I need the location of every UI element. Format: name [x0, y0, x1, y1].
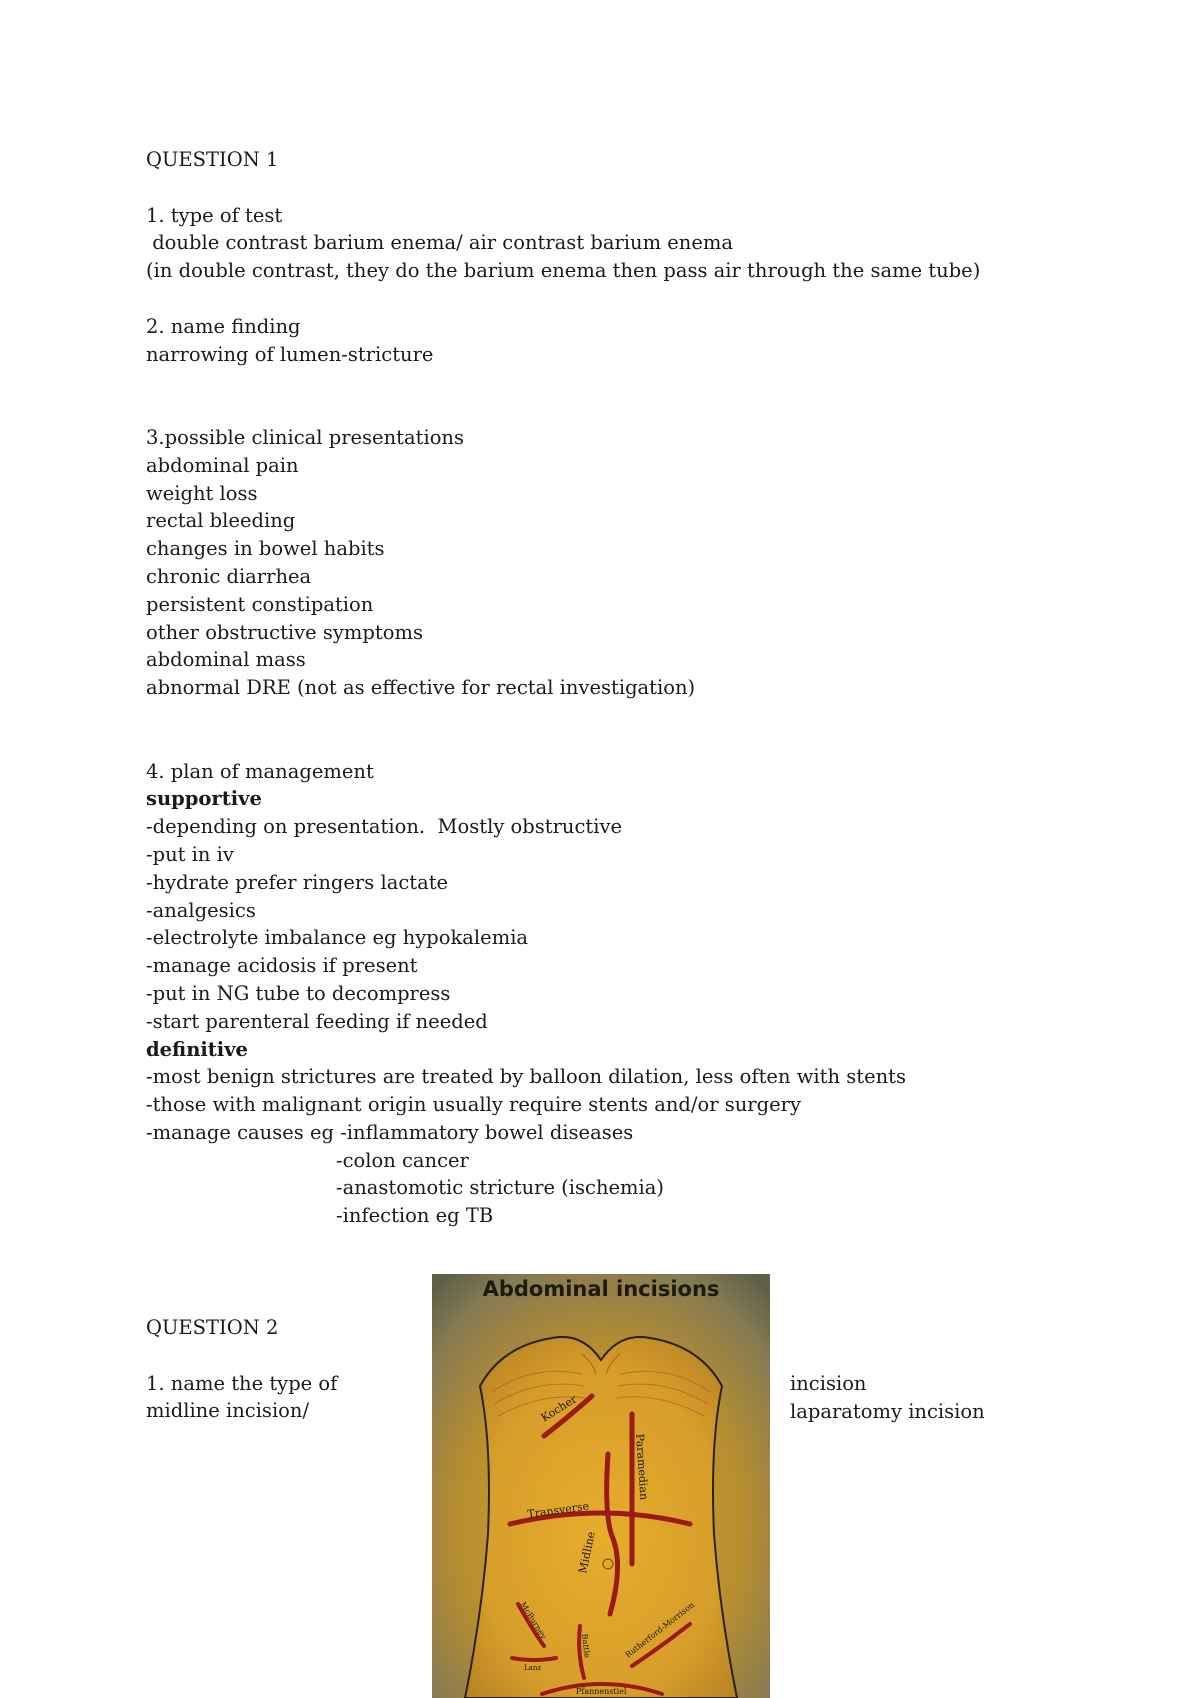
- abdominal-incisions-figure: [432, 1274, 770, 1698]
- list-item: -put in NG tube to decompress: [146, 981, 451, 1005]
- list-item: -those with malignant origin usually require stents and/or surgery: [146, 1093, 801, 1117]
- pfannenstiel-label: Pfannenstiel: [576, 1687, 627, 1696]
- list-item: weight loss: [146, 481, 258, 505]
- list-item: -colon cancer: [336, 1148, 469, 1172]
- list-item: -manage acidosis if present: [146, 954, 418, 978]
- transverse-label: Transverse: [526, 1499, 590, 1521]
- q1-part1-note: (in double contrast, they do the barium enema then pass air through the same tube): [146, 259, 981, 283]
- list-item: abdominal mass: [146, 648, 306, 672]
- list-item: -hydrate prefer ringers lactate: [146, 870, 449, 894]
- list-item: -most benign strictures are treated by balloon dilation, less often with stents: [146, 1065, 907, 1089]
- question-1-title: QUESTION 1: [146, 148, 279, 171]
- q1-part1-heading: 1. type of test: [146, 203, 283, 227]
- definitive-heading: definitive: [146, 1037, 248, 1061]
- list-item: abdominal pain: [146, 453, 299, 477]
- q2-part1-heading-left: 1. name the type of: [146, 1371, 338, 1395]
- lanz-label: Lanz: [524, 1664, 542, 1672]
- q1-part2-heading: 2. name finding: [146, 314, 301, 338]
- list-item: persistent constipation: [146, 592, 374, 616]
- figure-title: Abdominal incisions: [482, 1277, 720, 1301]
- list-item: other obstructive symptoms: [146, 620, 423, 644]
- list-item: chronic diarrhea: [146, 564, 312, 588]
- midline-label: Midline: [576, 1530, 598, 1575]
- list-item: -start parenteral feeding if needed: [146, 1009, 488, 1033]
- q1-part2-answer: narrowing of lumen-stricture: [146, 342, 434, 366]
- list-item: -anastomotic stricture (ischemia): [336, 1176, 665, 1200]
- kocher-label: Kocher: [538, 1392, 580, 1425]
- q2-part1-answer-left: midline incision/: [146, 1399, 310, 1423]
- list-item: abnormal DRE (not as effective for rectal investigation): [146, 676, 696, 700]
- mcburney-label: McBurney: [518, 1600, 549, 1641]
- q2-part1-answer-right: laparatomy incision: [790, 1399, 985, 1423]
- rutherford-morrison-label: Rutherford-Morrison: [623, 1600, 697, 1660]
- question-1-section: [146, 146, 1106, 1230]
- list-item: -depending on presentation. Mostly obstructive: [146, 815, 623, 839]
- list-item: -manage causes eg -inflammatory bowel diseases: [146, 1120, 634, 1144]
- list-item: -analgesics: [146, 898, 256, 922]
- list-item: -electrolyte imbalance eg hypokalemia: [146, 926, 529, 950]
- q1-part4-heading: 4. plan of management: [146, 759, 374, 783]
- list-item: -put in iv: [146, 842, 234, 866]
- battle-label: Battle: [580, 1633, 592, 1659]
- list-item: -infection eg TB: [336, 1204, 494, 1228]
- question-2-title: QUESTION 2: [146, 1316, 279, 1339]
- q1-part1-answer: double contrast barium enema/ air contrast barium enema: [146, 231, 734, 255]
- q2-part1-heading-right: incision: [790, 1372, 867, 1395]
- list-item: rectal bleeding: [146, 509, 296, 533]
- paramedian-label: Paramedian: [633, 1433, 651, 1501]
- supportive-heading: supportive: [146, 787, 262, 811]
- list-item: changes in bowel habits: [146, 537, 385, 561]
- q1-part3-heading: 3.possible clinical presentations: [146, 425, 464, 449]
